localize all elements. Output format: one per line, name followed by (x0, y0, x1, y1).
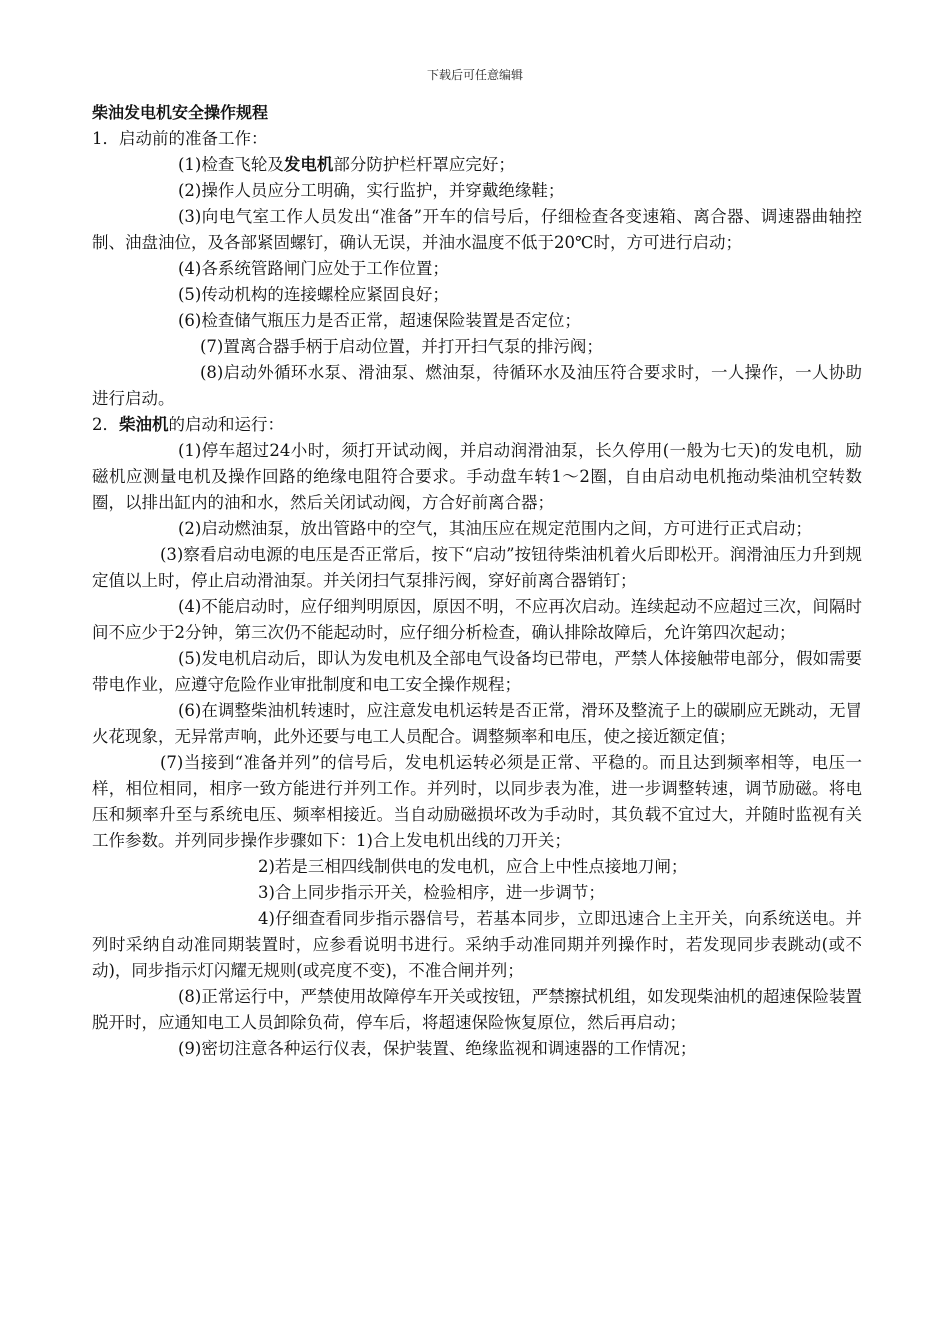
section-2-item-9: (9)密切注意各种运行仪表，保护装置、绝缘监视和调速器的工作情况； (178, 1039, 697, 1058)
text-fragment: (1)检查飞轮及 (178, 155, 284, 174)
document-title: 柴油发电机安全操作规程 (92, 103, 269, 122)
section-2-item-7: (7)当接到“准备并列”的信号后，发电机运转必须是正常、平稳的。而且达到频率相等，电压一样，相位相同，相序一致方能进行并列工作。并列时，以同步表为准，进一步调整转速，调节励磁。将电压和频率升至与系统电压、频率相接近。当自动励磁损坏改为手动时，其负载不宜过大，并随时监视有关工作参数。并列同步操作步骤如下：1)合上发电机出线的刀开关； (92, 753, 862, 850)
section-2-heading (92, 412, 862, 438)
section-2-item-1: (1)停车超过24小时，须打开试动阀，并启动润滑油泵，长久停用(一般为七天)的发电机，励磁机应测量电机及操作回路的绝缘电阻符合要求。手动盘车转1～2圈，自由启动电机拖动柴油机空转数圈，以排出缸内的油和水，然后关闭试动阀，方合好前离合器； (92, 441, 862, 512)
text-fragment: 2． (92, 415, 119, 434)
section-1-item-4: (4)各系统管路闸门应处于工作位置； (178, 259, 449, 278)
section-1-item-5: (5)传动机构的连接螺栓应紧固良好； (178, 285, 449, 304)
document-body (92, 100, 862, 1062)
header-note: 下载后可任意编辑 (426, 68, 523, 82)
section-2-step-2: 2)若是三相四线制供电的发电机，应合上中性点接地刀闸； (258, 857, 688, 876)
section-2-item-3: (3)察看启动电源的电压是否正常后，按下“启动”按钮待柴油机着火后即松开。润滑油压力升到规定值以上时，停止启动滑油泵。并关闭扫气泵排污阀，穿好前离合器销钉； (92, 545, 862, 590)
section-1-item-3: (3)向电气室工作人员发出“准备”开车的信号后，仔细检查各变速箱、离合器、调速器曲轴控制、油盘油位，及各部紧固螺钉，确认无误，并油水温度不低于20℃时，方可进行启动； (92, 207, 862, 252)
section-1-item-6: (6)检查储气瓶压力是否正常，超速保险装置是否定位； (178, 311, 581, 330)
section-2-step-4: 4)仔细查看同步指示器信号，若基本同步，立即迅速合上主开关，向系统送电。并列时采纳自动准同期装置时，应参看说明书进行。采纳手动准同期并列操作时，若发现同步表跳动(或不动)，同步指示灯闪耀无规则(或亮度不变)，不准合闸并列； (92, 909, 862, 980)
section-1-item-8: (8)启动外循环水泵、滑油泵、燃油泵，待循环水及油压符合要求时，一人操作，一人协助进行启动。 (92, 363, 862, 408)
section-2-item-6: (6)在调整柴油机转速时，应注意发电机运转是否正常，滑环及整流子上的碳刷应无跳动，无冒火花现象，无异常声响，此外还要与电工人员配合。调整频率和电压，使之接近额定值； (92, 701, 862, 746)
section-2-item-5: (5)发电机启动后，即认为发电机及全部电气设备均已带电，严禁人体接触带电部分，假如需要带电作业，应遵守危险作业审批制度和电工安全操作规程； (92, 649, 862, 694)
section-2-item-8: (8)正常运行中，严禁使用故障停车开关或按钮，严禁擦拭机组，如发现柴油机的超速保险装置脱开时，应通知电工人员卸除负荷，停车后，将超速保险恢复原位，然后再启动； (92, 987, 862, 1032)
text-fragment: 的启动和运行： (168, 415, 284, 434)
keyword-generator: 发电机 (283, 155, 334, 174)
section-1-item-7: (7)置离合器手柄于启动位置，并打开扫气泵的排污阀； (200, 337, 603, 356)
section-2-step-3: 3)合上同步指示开关，检验相序，进一步调节； (258, 883, 605, 902)
text-fragment: 部分防护栏杆罩应完好； (333, 155, 515, 174)
section-1-item-2: (2)操作人员应分工明确，实行监护，并穿戴绝缘鞋； (178, 181, 565, 200)
section-1-item-1 (92, 152, 862, 178)
keyword-diesel-engine: 柴油机 (119, 415, 169, 434)
section-2-item-2: (2)启动燃油泵，放出管路中的空气，其油压应在规定范围内之间，方可进行正式启动； (178, 519, 812, 538)
section-1-heading: 1．启动前的准备工作： (92, 129, 268, 148)
section-2-item-4: (4)不能启动时，应仔细判明原因，原因不明，不应再次启动。连续起动不应超过三次，间隔时间不应少于2分钟，第三次仍不能起动时，应仔细分析检查，确认排除故障后，允许第四次起动； (92, 597, 862, 642)
